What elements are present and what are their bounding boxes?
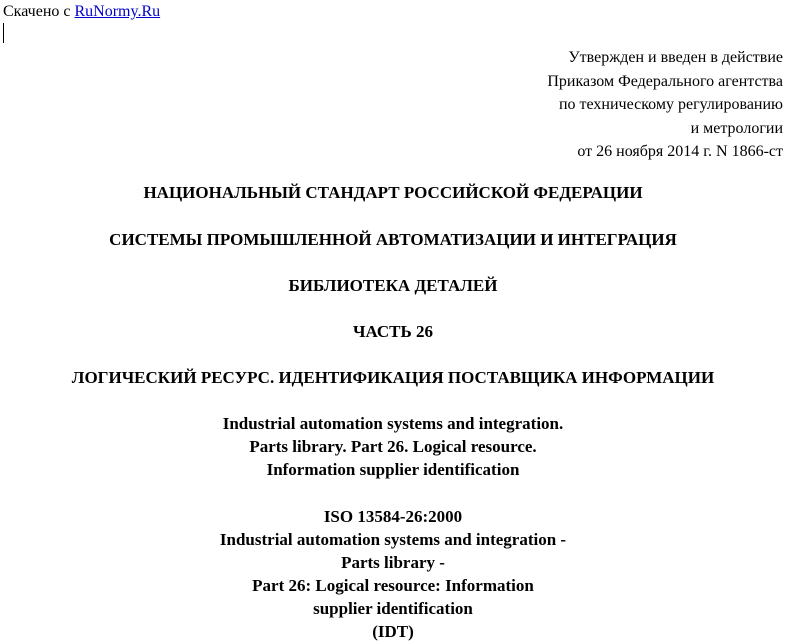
iso-line: (IDT) — [372, 622, 414, 641]
english-title-line: Information supplier identification — [266, 460, 520, 479]
iso-line: supplier identification — [313, 599, 473, 618]
english-title-line: Parts library. Part 26. Logical resource. — [249, 437, 537, 456]
subject-heading: ЛОГИЧЕСКИЙ РЕСУРС. ИДЕНТИФИКАЦИЯ ПОСТАВЩИКА ИНФОРМАЦИИ — [71, 368, 715, 387]
library-heading: БИБЛИОТЕКА ДЕТАЛЕЙ — [288, 276, 498, 295]
iso-line: Industrial automation systems and integration - — [219, 530, 567, 549]
iso-reference-block — [0, 505, 786, 643]
approval-line: Приказом Федерального агентства — [547, 72, 783, 90]
iso-line: ISO 13584-26:2000 — [323, 507, 463, 526]
text-cursor — [3, 23, 4, 43]
approval-line: по техническому регулированию — [558, 96, 783, 113]
source-prefix: Скачено с — [3, 3, 75, 20]
approval-line: и метрологии — [690, 119, 783, 137]
iso-line: Part 26: Logical resource: Information — [252, 576, 534, 595]
english-title-line: Industrial automation systems and integration. — [222, 414, 564, 433]
source-line — [3, 2, 160, 21]
approval-line: Утвержден и введен в действие — [568, 49, 783, 66]
iso-line: Parts library - — [341, 553, 445, 572]
english-title-block — [0, 412, 786, 481]
runormy-link[interactable]: RuNormy.Ru — [74, 3, 161, 20]
national-standard-heading: НАЦИОНАЛЬНЫЙ СТАНДАРТ РОССИЙСКОЙ ФЕДЕРАЦИИ — [143, 183, 643, 202]
approval-block — [547, 46, 783, 164]
part-heading: ЧАСТЬ 26 — [352, 322, 433, 341]
approval-line: от 26 ноября 2014 г. N 1866-ст — [577, 143, 783, 160]
series-heading: СИСТЕМЫ ПРОМЫШЛЕННОЙ АВТОМАТИЗАЦИИ И ИНТЕГРАЦИЯ — [109, 230, 677, 249]
